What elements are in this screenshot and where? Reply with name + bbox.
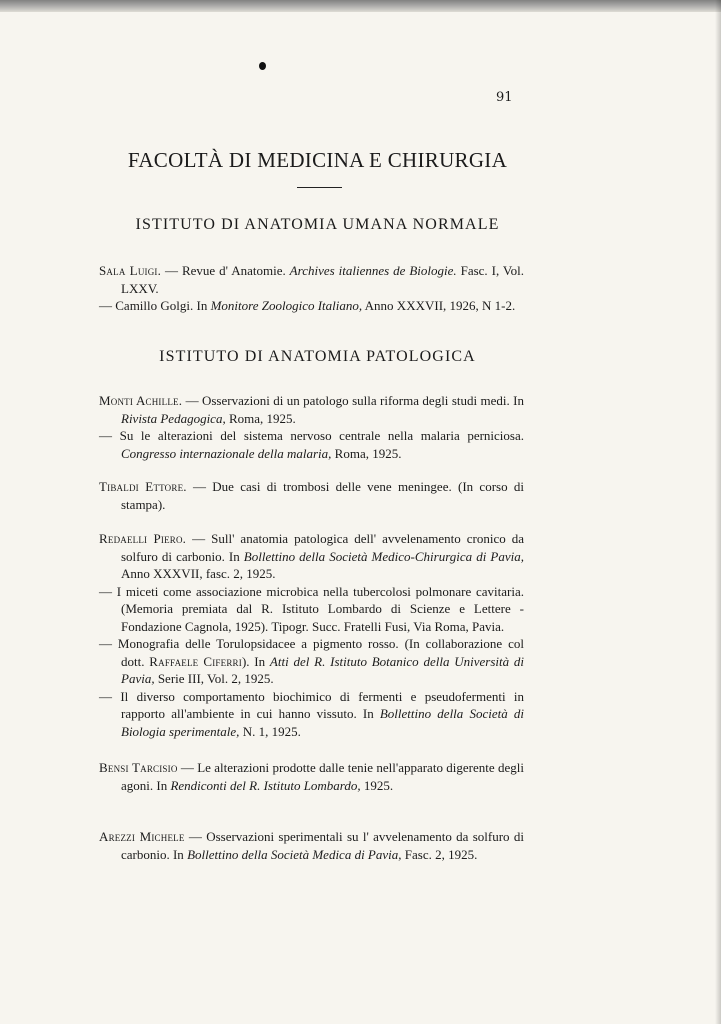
author-name: Monti Achille.	[99, 393, 183, 408]
journal-title: Congresso internazionale della malaria,	[121, 445, 332, 461]
entry-paragraph: — Monografia delle Torulopsidacee a pigmento rosso. (In collaborazione col dott. Raffaele Ciferri). In Atti del R. Istituto Botanico della Università di Pavia, Serie III, Vol. 2, 1925.	[99, 636, 524, 686]
journal-title: Rivista Pedagogica,	[121, 410, 226, 426]
entry-paragraph: Bensi Tarcisio — Le alterazioni prodotte dalle tenie nell'apparato digerente degli agoni. In Rendiconti del R. Istituto Lombardo, 1925.	[99, 760, 524, 793]
scan-right-edge	[715, 0, 721, 1024]
journal-title: Archives italiennes de Biologie.	[289, 263, 457, 278]
journal-title: Bollettino della Società Medica di Pavia,	[187, 846, 402, 862]
journal-title: Bollettino della Società di Biologia sperimentale,	[121, 706, 524, 739]
entry-paragraph: Tibaldi Ettore. — Due casi di trombosi delle vene meningee. (In corso di stampa).	[99, 479, 524, 512]
entry-redaelli	[99, 530, 524, 740]
ink-blot	[259, 62, 266, 70]
page-title: FACOLTÀ DI MEDICINA E CHIRURGIA	[127, 148, 508, 172]
author-name: Bensi Tarcisio	[99, 760, 178, 775]
entry-paragraph: Redaelli Piero. — Sull' anatomia patologica dell' avvelenamento cronico da solfuro di carbonio. In Bollettino della Società Medico-Chirurgica di Pavia, Anno XXXVII, fasc. 2, 1925.	[99, 531, 524, 581]
entry-paragraph: — Il diverso comportamento biochimico di fermenti e pseudofermenti in rapporto all'ambiente in cui hanno vissuto. In Bollettino della Società di Biologia sperimentale, N. 1, 1925.	[99, 688, 524, 739]
entry-monti	[99, 392, 524, 462]
entry-tibaldi	[99, 478, 524, 513]
entry-paragraph: Monti Achille. — Osservazioni di un patologo sulla riforma degli studi medi. In Rivista Pedagogica, Roma, 1925.	[99, 393, 524, 426]
entry-paragraph: — Camillo Golgi. In Monitore Zoologico Italiano, Anno XXXVII, 1926, N 1-2.	[99, 298, 516, 313]
page-number: 91	[496, 90, 513, 105]
section-heading-anatomia-normale: ISTITUTO DI ANATOMIA UMANA NORMALE	[135, 216, 500, 233]
author-name: Arezzi Michele	[99, 829, 185, 844]
section-heading-anatomia-patologica: ISTITUTO DI ANATOMIA PATOLOGICA	[159, 348, 476, 365]
coauthor-name: Raffaele Ciferri	[149, 653, 242, 669]
author-name: Redaelli Piero.	[99, 531, 187, 546]
scan-top-edge	[0, 0, 721, 12]
entry-paragraph: Sala Luigi. — Revue d' Anatomie. Archives italiennes de Biologie. Fasc. I, Vol. LXXV.	[99, 263, 524, 296]
journal-title: Rendiconti del R. Istituto Lombardo,	[170, 777, 361, 793]
entry-paragraph: — I miceti come associazione microbica nella tubercolosi polmonare cavitaria. (Memoria premiata dal R. Istituto Lombardo di Scienze e Lettere - Fondazione Cagnola, 1925). Tipogr. Succ. Fratelli Fusi, Via Roma, Pavia.	[99, 583, 524, 634]
entry-sala	[99, 262, 524, 315]
entry-paragraph: Arezzi Michele — Osservazioni sperimentali su l' avvelenamento da solfuro di carbonio. In Bollettino della Società Medica di Pavia, Fasc. 2, 1925.	[99, 829, 524, 862]
author-name: Sala Luigi.	[99, 263, 162, 278]
entry-paragraph: — Su le alterazioni del sistema nervoso centrale nella malaria perniciosa. Congresso internazionale della malaria, Roma, 1925.	[99, 428, 524, 461]
entry-arezzi	[99, 828, 524, 863]
journal-title: Atti del R. Istituto Botanico della Università di Pavia,	[121, 653, 524, 686]
author-name: Tibaldi Ettore.	[99, 479, 187, 494]
title-rule	[297, 187, 342, 188]
journal-title: Monitore Zoologico Italiano,	[210, 298, 363, 313]
entry-bensi	[99, 759, 524, 794]
journal-title: Bollettino della Società Medico-Chirurgica di Pavia,	[243, 548, 524, 564]
